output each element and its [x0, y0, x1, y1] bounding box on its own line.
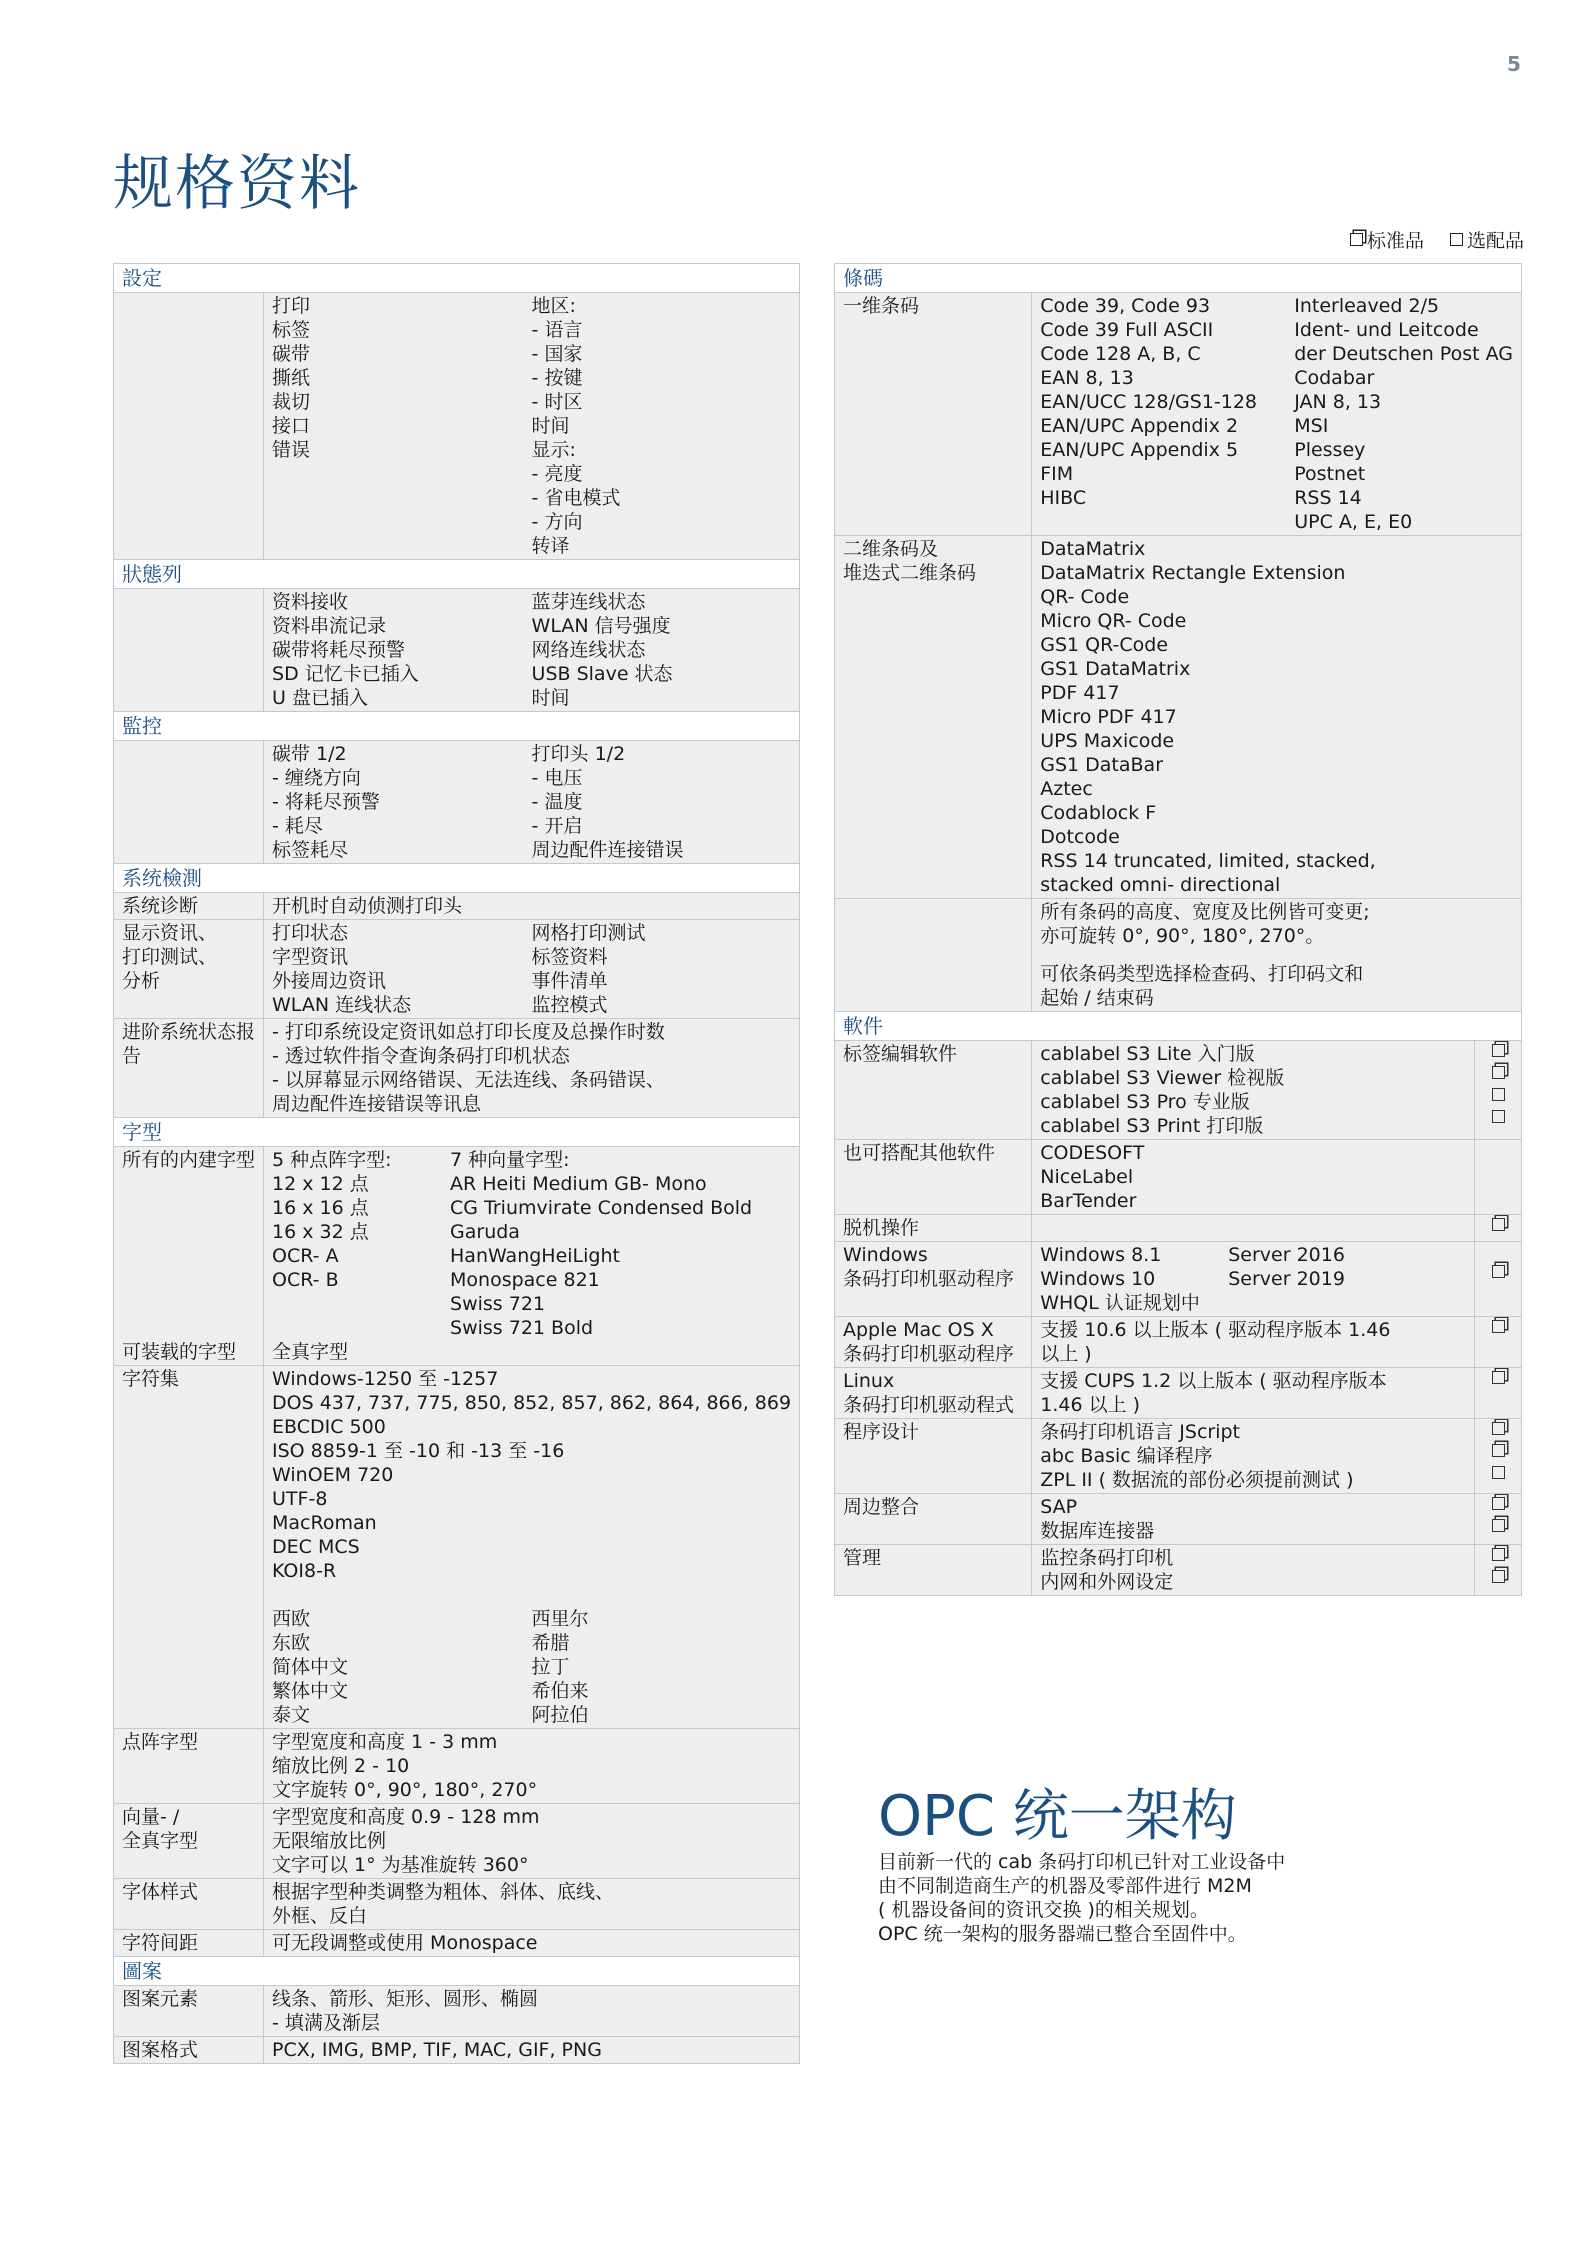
text-line: U 盘已插入 [272, 687, 368, 709]
text-line: Code 39 Full ASCII [1040, 319, 1214, 341]
text-line: 东欧 [272, 1632, 311, 1654]
text-line: 拉丁 [531, 1656, 570, 1678]
left-spec-table [113, 263, 800, 2064]
text-line: 周边配件连接错误 [531, 839, 684, 861]
text-line: Code 128 A, B, C [1040, 343, 1201, 365]
bitmap-fonts-col [272, 1148, 450, 1340]
text-line: Codablock F [1040, 802, 1157, 824]
text-line: 所有条码的高度、宽度及比例皆可变更; [1040, 901, 1370, 923]
text-line: OPC 统一架构的服务器端已整合至固件中。 [878, 1923, 1247, 1945]
text-line: WLAN 连线状态 [272, 994, 412, 1016]
text-line: - 省电模式 [531, 487, 621, 509]
text-line: 时间 [531, 415, 570, 437]
text-line: Codabar [1294, 367, 1375, 389]
text-line: SAP [1040, 1496, 1078, 1518]
text-line: 字型宽度和高度 1 - 3 mm [272, 1731, 498, 1753]
text-line: PDF 417 [1040, 682, 1120, 704]
mac-driver-label [835, 1317, 1032, 1368]
text-line: cablabel S3 Lite 入门版 [1040, 1043, 1255, 1065]
loadable-fonts-value: 全真字型 [272, 1341, 349, 1363]
text-line: DataMatrix [1040, 538, 1146, 560]
graphics-elements-value [264, 1986, 800, 2037]
text-line: Micro QR- Code [1040, 610, 1187, 632]
standalone-label: 脱机操作 [835, 1215, 1032, 1242]
text-line: 时间 [531, 687, 570, 709]
text-line: 内网和外网设定 [1040, 1571, 1174, 1593]
text-line: 显示: [531, 439, 576, 461]
page-title: 规格资料 [113, 149, 361, 219]
linear-col2 [1294, 294, 1513, 534]
text-line: 7 种向量字型: [450, 1149, 570, 1171]
text-line: 文字可以 1° 为基准旋转 360° [272, 1854, 529, 1876]
graphics-formats-label: 图案格式 [114, 2037, 264, 2064]
text-line: HIBC [1040, 487, 1087, 509]
windows-col1 [1040, 1243, 1228, 1315]
vector-value [264, 1804, 800, 1879]
text-line: AR Heiti Medium GB- Mono [450, 1173, 707, 1195]
integration-label: 周边整合 [835, 1494, 1032, 1545]
text-line: 分析 [122, 970, 161, 992]
text-line: GS1 DataMatrix [1040, 658, 1191, 680]
text-line: 支援 10.6 以上版本 ( 驱动程序版本 1.46 [1040, 1319, 1391, 1341]
text-line: 堆迭式二维条码 [843, 562, 977, 584]
standard-icon [1492, 1044, 1505, 1057]
section-barcodes-header: 條碼 [835, 264, 1522, 293]
text-line: EBCDIC 500 [272, 1416, 386, 1438]
text-line: Aztec [1040, 778, 1093, 800]
text-line: - 语言 [531, 319, 583, 341]
text-line: 条码打印机语言 JScript [1040, 1421, 1240, 1443]
text-line: Swiss 721 Bold [450, 1317, 594, 1339]
other-software-list [1032, 1140, 1475, 1215]
text-line: 标签耗尽 [272, 839, 349, 861]
graphics-elements-label: 图案元素 [114, 1986, 264, 2037]
right-spec-table [834, 263, 1522, 1596]
text-line: 打印状态 [272, 922, 349, 944]
standard-icon [1492, 1519, 1505, 1532]
text-line: 希伯来 [531, 1680, 589, 1702]
text-line: EAN 8, 13 [1040, 367, 1134, 389]
text-line: 打印头 1/2 [531, 743, 626, 765]
opc-title: OPC 统一架构 [878, 1784, 1237, 1849]
text-line: 地区: [531, 295, 576, 317]
text-line: 以上 ) [1040, 1343, 1092, 1365]
spacing-label: 字符间距 [114, 1930, 264, 1957]
text-line: - 按键 [531, 367, 583, 389]
text-line: Code 39, Code 93 [1040, 295, 1211, 317]
mac-driver-value [1032, 1317, 1475, 1368]
text-line: ZPL II ( 数据流的部份必须提前测试 ) [1040, 1469, 1354, 1491]
vector-label [114, 1804, 264, 1879]
text-line: GS1 DataBar [1040, 754, 1164, 776]
text-line: 根据字型种类调整为粗体、斜体、底线、 [272, 1881, 615, 1903]
text-line: SD 记忆卡已插入 [272, 663, 419, 685]
text-line: 碳带 1/2 [272, 743, 347, 765]
text-line: Windows-1250 至 -1257 [272, 1368, 499, 1390]
text-line: Plessey [1294, 439, 1366, 461]
section-status-header: 狀態列 [114, 560, 800, 589]
text-line: OCR- A [272, 1245, 339, 1267]
twod-lines [1032, 536, 1522, 899]
charset-col2 [532, 1607, 792, 1727]
text-line: RSS 14 truncated, limited, stacked, [1040, 850, 1376, 872]
legend [1350, 226, 1524, 253]
text-line: 起始 / 结束码 [1040, 987, 1154, 1009]
text-line: 繁体中文 [272, 1680, 349, 1702]
linux-driver-label [835, 1368, 1032, 1419]
windows-driver-label [835, 1242, 1032, 1317]
style-value [264, 1879, 800, 1930]
twod-barcode-label [835, 536, 1032, 899]
text-line: - 开启 [531, 815, 583, 837]
admin-value [1032, 1545, 1475, 1596]
text-line: 外框、反白 [272, 1905, 368, 1927]
vector-fonts-col [450, 1148, 791, 1340]
text-line: 周边配件连接错误等讯息 [272, 1093, 482, 1115]
text-line: HanWangHeiLight [450, 1245, 620, 1267]
text-line: Server 2016 [1228, 1244, 1345, 1266]
text-line: 二维条码及 [843, 538, 939, 560]
standard-icon [1492, 1422, 1505, 1435]
text-line: BarTender [1040, 1190, 1137, 1212]
monitoring-col1 [272, 742, 532, 862]
label-software-label: 标签编辑软件 [835, 1041, 1032, 1140]
text-line: Windows 10 [1040, 1268, 1156, 1290]
text-line: 希腊 [531, 1632, 570, 1654]
text-line: 资料接收 [272, 591, 349, 613]
text-line: ISO 8859-1 至 -10 和 -13 至 -16 [272, 1440, 565, 1462]
text-line: Monospace 821 [450, 1269, 600, 1291]
text-line: 无限缩放比例 [272, 1830, 387, 1852]
text-line: - 缠绕方向 [272, 767, 361, 789]
label-software-list [1032, 1041, 1475, 1140]
text-line: - 将耗尽预警 [272, 791, 380, 813]
text-line: 1.46 以上 ) [1040, 1394, 1141, 1416]
text-line: ( 机器设备间的资讯交换 )的相关规划。 [878, 1899, 1209, 1921]
standard-icon [1492, 1497, 1505, 1510]
text-line: EAN/UPC Appendix 2 [1040, 415, 1239, 437]
other-software-label: 也可搭配其他软件 [835, 1140, 1032, 1215]
text-line: WHQL 认证规划中 [1040, 1292, 1200, 1314]
text-line: - 以屏幕显示网络错误、无法连线、条码错误、 [272, 1069, 665, 1091]
text-line: 线条、箭形、矩形、圆形、椭圆 [272, 1988, 539, 2010]
text-line: - 方向 [531, 511, 583, 533]
programming-label: 程序设计 [835, 1419, 1032, 1494]
display-col2 [532, 921, 792, 1017]
text-line: 打印测试、 [122, 946, 218, 968]
text-line: MSI [1294, 415, 1329, 437]
charset-lines [272, 1367, 791, 1583]
text-line: 条码打印机驱动程式 [843, 1394, 1015, 1416]
text-line: 泰文 [272, 1704, 311, 1726]
text-line: cablabel S3 Pro 专业版 [1040, 1091, 1250, 1113]
text-line: abc Basic 编译程序 [1040, 1445, 1213, 1467]
text-line: 条码打印机驱动程序 [843, 1343, 1015, 1365]
admin-label: 管理 [835, 1545, 1032, 1596]
text-line: 网络连线状态 [531, 639, 646, 661]
text-line: - 电压 [531, 767, 583, 789]
linear-barcode-label: 一维条码 [835, 293, 1032, 536]
text-line: 裁切 [272, 391, 311, 413]
section-graphics-header: 圖案 [114, 1957, 800, 1986]
standard-icon [1492, 1066, 1505, 1079]
text-line: - 时区 [531, 391, 583, 413]
display-col1 [272, 921, 532, 1017]
display-label [114, 920, 264, 1019]
text-line: EAN/UPC Appendix 5 [1040, 439, 1239, 461]
charset-col1 [272, 1607, 532, 1727]
status-col1 [272, 590, 532, 710]
linear-col1 [1040, 294, 1294, 534]
text-line: RSS 14 [1294, 487, 1362, 509]
text-line: UTF-8 [272, 1488, 328, 1510]
text-line: 支援 CUPS 1.2 以上版本 ( 驱动程序版本 [1040, 1370, 1387, 1392]
optional-icon [1492, 1088, 1505, 1101]
text-line: UPC A, E, E0 [1294, 511, 1413, 533]
text-line: 由不同制造商生产的机器及零部件进行 M2M [878, 1875, 1252, 1897]
text-line: 监控模式 [531, 994, 608, 1016]
text-line: 监控条码打印机 [1040, 1547, 1174, 1569]
text-line: 目前新一代的 cab 条码打印机已针对工业设备中 [878, 1851, 1286, 1873]
text-line: 资料串流记录 [272, 615, 387, 637]
optional-icon [1492, 1110, 1505, 1123]
text-line: DOS 437, 737, 775, 850, 852, 857, 862, 864, 866, 869 [272, 1392, 792, 1414]
text-line: 向量- / [122, 1806, 180, 1828]
text-line: DEC MCS [272, 1536, 360, 1558]
status-col2 [532, 590, 792, 710]
text-line: 错误 [272, 439, 311, 461]
report-label: 进阶系统状态报告 [114, 1019, 264, 1118]
builtin-fonts-label: 所有的内建字型 [122, 1149, 256, 1171]
barcode-note2 [1040, 962, 1513, 1010]
section-settings-header: 設定 [114, 264, 800, 293]
standard-icon [1492, 1570, 1505, 1583]
text-line: 外接周边资讯 [272, 970, 387, 992]
text-line: 接口 [272, 415, 311, 437]
text-line: 5 种点阵字型: [272, 1149, 392, 1171]
section-system-check-header: 系统檢測 [114, 864, 800, 893]
text-line: 亦可旋转 0°, 90°, 180°, 270°。 [1040, 925, 1325, 947]
text-line: - 亮度 [531, 463, 583, 485]
text-line: WLAN 信号强度 [531, 615, 671, 637]
text-line: - 温度 [531, 791, 583, 813]
text-line: 全真字型 [122, 1830, 199, 1852]
text-line: 网格打印测试 [531, 922, 646, 944]
text-line: OCR- B [272, 1269, 339, 1291]
charset-label: 字符集 [114, 1366, 264, 1729]
text-line: Windows 8.1 [1040, 1244, 1162, 1266]
text-line: der Deutschen Post AG [1294, 343, 1513, 365]
text-line: USB Slave 状态 [531, 663, 673, 685]
text-line: 标签 [272, 319, 311, 341]
text-line: 显示资讯、 [122, 922, 218, 944]
text-line: GS1 QR-Code [1040, 634, 1169, 656]
text-line: KOI8-R [272, 1560, 337, 1582]
text-line: Apple Mac OS X [843, 1319, 994, 1341]
text-line: CG Triumvirate Condensed Bold [450, 1197, 753, 1219]
text-line: cablabel S3 Viewer 检视版 [1040, 1067, 1285, 1089]
text-line: 转译 [531, 535, 570, 557]
text-line: JAN 8, 13 [1294, 391, 1382, 413]
diag-label: 系统诊断 [114, 893, 264, 920]
text-line: 文字旋转 0°, 90°, 180°, 270° [272, 1779, 538, 1801]
settings-col2 [532, 294, 792, 558]
linux-driver-value [1032, 1368, 1475, 1419]
text-line: 简体中文 [272, 1656, 349, 1678]
text-line: DataMatrix Rectangle Extension [1040, 562, 1346, 584]
text-line: Postnet [1294, 463, 1366, 485]
text-line: 16 x 16 点 [272, 1197, 369, 1219]
spacing-value: 可无段调整或使用 Monospace [264, 1930, 800, 1957]
text-line: 缩放比例 2 - 10 [272, 1755, 410, 1777]
report-value [264, 1019, 800, 1118]
text-line: 16 x 32 点 [272, 1221, 369, 1243]
diag-value: 开机时自动侦测打印头 [264, 893, 800, 920]
section-fonts-header: 字型 [114, 1118, 800, 1147]
programming-value [1032, 1419, 1475, 1494]
text-line: WinOEM 720 [272, 1464, 394, 1486]
text-line: 撕纸 [272, 367, 311, 389]
page-number: 5 [1507, 52, 1521, 76]
text-line: Garuda [450, 1221, 520, 1243]
text-line: CODESOFT [1040, 1142, 1145, 1164]
text-line: stacked omni- directional [1040, 874, 1281, 896]
text-line: 蓝芽连线状态 [531, 591, 646, 613]
text-line: 字型资讯 [272, 946, 349, 968]
standard-icon [1492, 1218, 1505, 1231]
text-line: Swiss 721 [450, 1293, 545, 1315]
graphics-formats-value: PCX, IMG, BMP, TIF, MAC, GIF, PNG [264, 2037, 800, 2064]
text-line: Linux [843, 1370, 895, 1392]
text-line: - 透过软件指令查询条码打印机状态 [272, 1045, 570, 1067]
text-line: 西里尔 [531, 1608, 589, 1630]
text-line: 碳带将耗尽预警 [272, 639, 406, 661]
legend-standard: 标准品 [1350, 226, 1424, 253]
optional-icon [1492, 1466, 1505, 1479]
standard-icon [1492, 1548, 1505, 1561]
text-line: EAN/UCC 128/GS1-128 [1040, 391, 1257, 413]
text-line: MacRoman [272, 1512, 377, 1534]
text-line: 12 x 12 点 [272, 1173, 369, 1195]
text-line: - 国家 [531, 343, 583, 365]
text-line: UPS Maxicode [1040, 730, 1175, 752]
text-line: 可依条码类型选择检查码、打印码文和 [1040, 963, 1364, 985]
integration-value [1032, 1494, 1475, 1545]
standard-icon [1350, 233, 1363, 246]
text-line: QR- Code [1040, 586, 1130, 608]
text-line: Dotcode [1040, 826, 1120, 848]
loadable-fonts-label: 可装载的字型 [122, 1341, 237, 1363]
text-line: Micro PDF 417 [1040, 706, 1177, 728]
text-line: - 耗尽 [272, 815, 323, 837]
section-software-header: 軟件 [835, 1012, 1522, 1041]
text-line: 西欧 [272, 1608, 311, 1630]
text-line: 碳带 [272, 343, 311, 365]
opc-text [878, 1850, 1398, 1946]
text-line: 字型宽度和高度 0.9 - 128 mm [272, 1806, 540, 1828]
text-line: Ident- und Leitcode [1294, 319, 1479, 341]
text-line: NiceLabel [1040, 1166, 1134, 1188]
section-monitoring-header: 監控 [114, 712, 800, 741]
text-line: 条码打印机驱动程序 [843, 1268, 1015, 1290]
text-line: - 填满及渐层 [272, 2012, 380, 2034]
bitmap-label: 点阵字型 [114, 1729, 264, 1804]
text-line: 数据库连接器 [1040, 1520, 1155, 1542]
standard-icon [1492, 1265, 1505, 1278]
text-line: 阿拉伯 [531, 1704, 589, 1726]
text-line: 标签资料 [531, 946, 608, 968]
text-line: FIM [1040, 463, 1074, 485]
text-line: Server 2019 [1228, 1268, 1345, 1290]
monitoring-col2 [532, 742, 792, 862]
settings-col1 [272, 294, 532, 558]
bitmap-value [264, 1729, 800, 1804]
standard-icon [1492, 1320, 1505, 1333]
standard-icon [1492, 1444, 1505, 1457]
text-line: 事件清单 [531, 970, 608, 992]
text-line: cablabel S3 Print 打印版 [1040, 1115, 1264, 1137]
optional-icon [1450, 233, 1463, 246]
barcode-note1 [1040, 900, 1513, 948]
text-line: Windows [843, 1244, 928, 1266]
windows-col2 [1228, 1243, 1466, 1315]
text-line: - 打印系统设定资讯如总打印长度及总操作时数 [272, 1021, 665, 1043]
standard-icon [1492, 1371, 1505, 1384]
style-label: 字体样式 [114, 1879, 264, 1930]
legend-optional: 选配品 [1450, 226, 1524, 253]
text-line: Interleaved 2/5 [1294, 295, 1440, 317]
text-line: 打印 [272, 295, 311, 317]
